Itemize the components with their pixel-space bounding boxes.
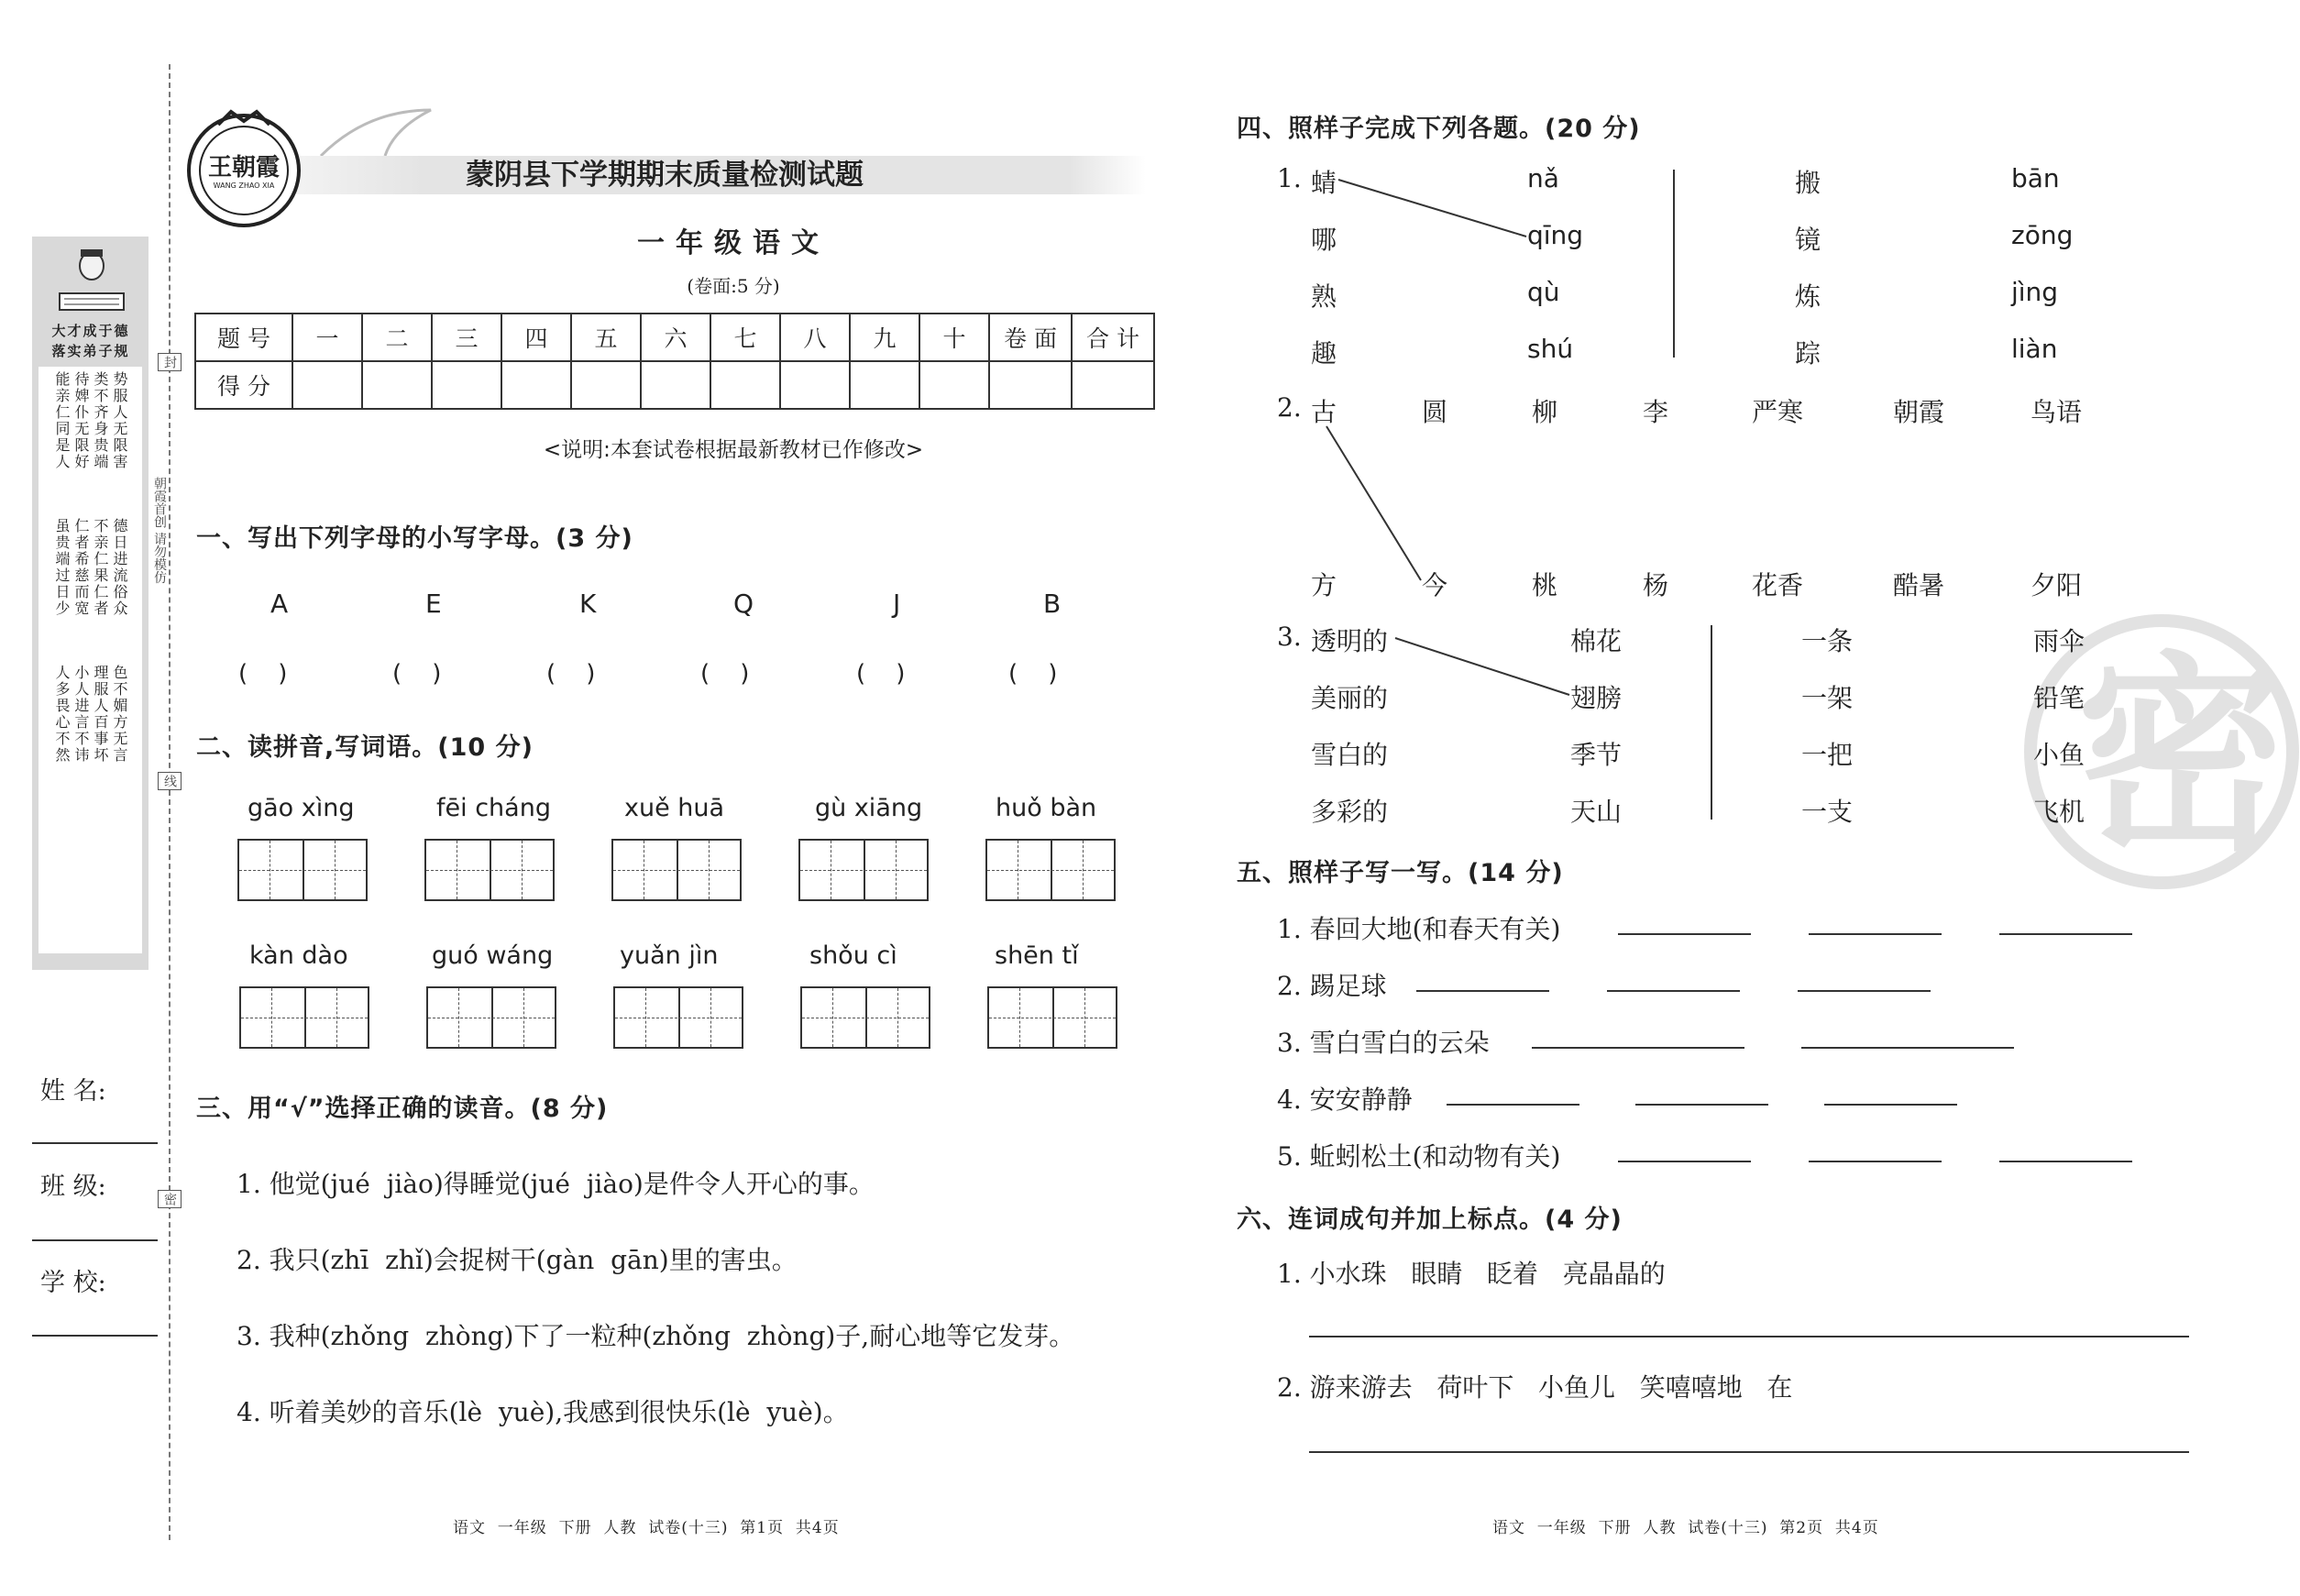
subject-title: 一年级语文	[637, 227, 830, 259]
q3-title: 三、用“√”选择正确的读音。(8 分)	[196, 1095, 609, 1123]
q5-item-5: 5. 蚯蚓松土(和动物有关)	[1277, 1141, 1561, 1172]
class-label: 班 级:	[40, 1172, 106, 1201]
q5-blank[interactable]	[1607, 990, 1740, 992]
proverb-col-1: 能亲仁同是人	[53, 371, 71, 470]
q4-p2-top-word[interactable]: 严寒	[1752, 397, 1804, 427]
q4-p1-char[interactable]: 搬	[1795, 168, 1821, 198]
handwriting-score-note: (卷面:5 分)	[687, 275, 780, 297]
q5-item-3: 3. 雪白雪白的云朵	[1277, 1028, 1490, 1058]
q4-p2-bottom-word[interactable]: 今	[1422, 570, 1448, 600]
proverb-col-4: 德日进流俗众	[111, 518, 128, 617]
logo-text: 王朝霞	[207, 154, 280, 182]
q2-pinyin: shǒu cì	[809, 941, 897, 970]
q4-p2-num: 2.	[1277, 392, 1302, 423]
q4-p1-char[interactable]: 蜻	[1311, 168, 1337, 198]
q4-p3-object[interactable]: 雨伞	[2033, 626, 2085, 656]
q6-item-2: 2. 游来游去 荷叶下 小鱼儿 笑嘻嘻地 在	[1277, 1372, 1793, 1403]
q4-p1-char[interactable]: 趣	[1311, 338, 1337, 369]
confidential-stamp-char: 密	[2075, 633, 2287, 880]
q3-sentence-4[interactable]: 4. 听着美妙的音乐(lè yuè),我感到很快乐(lè yuè)。	[237, 1397, 849, 1427]
footer-page-1: 语文 一年级 下册 人教 试卷(十三) 第1页 共4页	[453, 1519, 840, 1537]
q2-pinyin: gù xiāng	[815, 794, 923, 822]
q4-p3-measure[interactable]: 一把	[1801, 740, 1854, 770]
q4-p3-measure[interactable]: 一架	[1801, 683, 1854, 713]
score-header-cell: 合 计	[1072, 314, 1154, 361]
q5-blank[interactable]	[1809, 933, 1942, 935]
q1-letter-q: Q	[733, 589, 754, 619]
q4-p2-bottom-word[interactable]: 杨	[1643, 570, 1669, 600]
q2-pinyin: gāo xìng	[248, 794, 355, 822]
score-header-cell: 题 号	[195, 314, 292, 361]
q5-title: 五、照样子写一写。(14 分)	[1237, 859, 1564, 887]
revision-note: <说明:本套试卷根据最新教材已作修改>	[543, 438, 924, 462]
q6-answer-line-2[interactable]	[1309, 1451, 2189, 1453]
q4-p2-top-word[interactable]: 朝霞	[1893, 397, 1945, 427]
q5-blank[interactable]	[1798, 990, 1931, 992]
q4-p3-noun[interactable]: 翅膀	[1570, 683, 1623, 713]
q3-sentence-1[interactable]: 1. 他觉(jué jiào)得睡觉(jué jiào)是件令人开心的事。	[237, 1169, 875, 1199]
q3-sentence-2[interactable]: 2. 我只(zhī zhǐ)会捉树干(gàn gān)里的害虫。	[237, 1245, 798, 1275]
q1-letter-a: A	[270, 589, 289, 619]
score-header-cell: 十	[919, 314, 989, 361]
q4-p2-bottom-word[interactable]: 酷暑	[1893, 570, 1945, 600]
proverb-col-3: 类不齐身贵端	[92, 371, 109, 470]
name-label: 姓 名:	[40, 1077, 106, 1106]
q1-letter-k: K	[579, 589, 597, 619]
q4-p1-pinyin[interactable]: shú	[1527, 334, 1574, 364]
q4-p3-noun[interactable]: 棉花	[1570, 626, 1623, 656]
q4-p3-measure[interactable]: 一条	[1801, 626, 1854, 656]
q5-item-2: 2. 踢足球	[1277, 971, 1387, 1001]
q5-blank[interactable]	[1618, 933, 1751, 935]
q4-p2-top-word[interactable]: 圆	[1422, 397, 1448, 427]
proverb-col-12: 色不媚方无言	[111, 665, 128, 764]
q4-p3-object[interactable]: 小鱼	[2033, 740, 2085, 770]
score-header-cell: 五	[571, 314, 641, 361]
q5-blank[interactable]	[1618, 1161, 1751, 1162]
q4-p1-char[interactable]: 镜	[1795, 225, 1821, 255]
q4-p3-adj[interactable]: 雪白的	[1311, 740, 1389, 770]
q4-p2-top-word[interactable]: 鸟语	[2030, 397, 2083, 427]
score-header-cell: 八	[780, 314, 850, 361]
q2-pinyin: yuǎn jìn	[620, 941, 719, 970]
score-header-cell: 卷 面	[989, 314, 1072, 361]
q4-p3-adj[interactable]: 美丽的	[1311, 683, 1389, 713]
q4-p2-bottom-word[interactable]: 花香	[1752, 570, 1804, 600]
proverb-col-8: 势服人无限害	[111, 371, 128, 470]
q6-answer-line-1[interactable]	[1309, 1336, 2189, 1337]
seal-mark-bottom: 密	[158, 1190, 182, 1208]
q4-p2-top-word[interactable]: 古	[1311, 397, 1337, 427]
q4-p1-char[interactable]: 踪	[1795, 338, 1821, 369]
q1-title: 一、写出下列字母的小写字母。(3 分)	[196, 524, 633, 553]
score-header-cell: 六	[641, 314, 710, 361]
q4-p2-bottom-word[interactable]: 夕阳	[2030, 570, 2083, 600]
logo-subtext: WANG ZHAO XIA	[213, 182, 275, 190]
q4-p2-top-word[interactable]: 李	[1643, 397, 1669, 427]
score-row-label: 得 分	[195, 361, 292, 409]
school-label: 学 校:	[40, 1269, 106, 1297]
q4-divider-3	[1711, 625, 1712, 820]
seal-mark-line: 线	[158, 772, 182, 790]
q4-p1-char[interactable]: 哪	[1311, 225, 1337, 255]
q5-blank[interactable]	[1416, 990, 1549, 992]
q5-blank[interactable]	[1635, 1104, 1768, 1106]
q2-pinyin: shēn tǐ	[995, 941, 1079, 970]
exam-title: 蒙阴县下学期期末质量检测试题	[466, 159, 864, 192]
q5-item-4: 4. 安安静静	[1277, 1084, 1413, 1115]
q4-p3-noun[interactable]: 季节	[1570, 740, 1623, 770]
q5-blank[interactable]	[1447, 1104, 1579, 1106]
score-header-cell: 二	[362, 314, 432, 361]
q5-blank[interactable]	[1999, 1161, 2132, 1162]
motto-line-2: 落实弟子规	[51, 343, 130, 359]
proverb-col-6: 仁者希慈而宽	[72, 518, 90, 617]
q2-title: 二、读拼音,写词语。(10 分)	[196, 733, 534, 762]
q4-p1-pinyin[interactable]: qù	[1527, 277, 1560, 307]
footer-page-2: 语文 一年级 下册 人教 试卷(十三) 第2页 共4页	[1492, 1519, 1879, 1537]
proverb-col-9: 人多畏心不然	[53, 665, 71, 764]
proverb-col-11: 理服人百事坏	[92, 665, 109, 764]
q1-answer-3[interactable]: ( )	[546, 660, 596, 688]
proverb-col-10: 小人进言不讳	[72, 665, 90, 764]
q4-p3-num: 3.	[1277, 622, 1302, 652]
q4-p1-pinyin[interactable]: qīng	[1527, 220, 1584, 250]
q1-letter-b: B	[1043, 589, 1062, 619]
q4-p3-object[interactable]: 铅笔	[2033, 683, 2085, 713]
q1-answer-5[interactable]: ( )	[856, 660, 906, 688]
seal-mark-top: 封	[158, 353, 182, 371]
q2-pinyin: kàn dào	[249, 941, 348, 970]
q4-p1-pinyin[interactable]: jìng	[2011, 277, 2059, 307]
q1-answer-4[interactable]: ( )	[700, 660, 750, 688]
q4-p1-pinyin[interactable]: zōng	[2011, 220, 2074, 250]
q6-item-1: 1. 小水珠 眼睛 眨着 亮晶晶的	[1277, 1259, 1666, 1289]
q4-p2-bottom-word[interactable]: 方	[1311, 570, 1337, 600]
q5-blank[interactable]	[1809, 1161, 1942, 1162]
q4-p3-adj[interactable]: 多彩的	[1311, 797, 1389, 827]
proverb-col-7: 不亲仁果仁者	[92, 518, 109, 617]
q4-p1-char[interactable]: 熟	[1311, 281, 1337, 312]
q5-item-1: 1. 春回大地(和春天有关)	[1277, 914, 1561, 944]
q4-p3-noun[interactable]: 天山	[1570, 797, 1623, 827]
q4-p1-pinyin[interactable]: nǎ	[1527, 163, 1559, 193]
q4-p2-bottom-word[interactable]: 桃	[1532, 570, 1558, 600]
score-header-cell: 七	[710, 314, 780, 361]
score-header-cell: 一	[292, 314, 362, 361]
q5-blank[interactable]	[1999, 933, 2132, 935]
q1-letter-e: E	[425, 589, 442, 619]
q3-sentence-3[interactable]: 3. 我种(zhǒng zhòng)下了一粒种(zhǒng zhòng)子,耐心地等它发芽。	[237, 1321, 1075, 1351]
q4-p1-pinyin[interactable]: bān	[2011, 163, 2060, 193]
q2-pinyin: guó wáng	[432, 941, 554, 970]
q5-blank[interactable]	[1801, 1047, 2014, 1049]
q5-blank[interactable]	[1824, 1104, 1957, 1106]
q1-answer-2[interactable]: ( )	[392, 660, 442, 688]
seal-note: 朝霞首创 请勿模仿	[152, 477, 167, 584]
q4-divider-1	[1673, 170, 1675, 358]
q5-blank[interactable]	[1532, 1047, 1744, 1049]
q4-p1-char[interactable]: 炼	[1795, 281, 1821, 312]
q4-p3-object[interactable]: 飞机	[2033, 797, 2085, 827]
score-header-cell: 九	[850, 314, 919, 361]
q2-pinyin: huǒ bàn	[996, 794, 1097, 822]
proverb-col-5: 虽贵端过日少	[53, 518, 71, 617]
q2-pinyin: fēi cháng	[436, 794, 551, 822]
q2-pinyin: xuě huā	[624, 794, 725, 822]
q4-p3-adj[interactable]: 透明的	[1311, 626, 1389, 656]
q1-answer-6[interactable]: ( )	[1008, 660, 1058, 688]
q4-title: 四、照样子完成下列各题。(20 分)	[1237, 115, 1641, 143]
score-header-cell: 三	[432, 314, 501, 361]
q1-answer-1[interactable]: ( )	[238, 660, 288, 688]
q1-letter-j: J	[893, 589, 901, 619]
q4-p2-top-word[interactable]: 柳	[1532, 397, 1558, 427]
q4-p3-measure[interactable]: 一支	[1801, 797, 1854, 827]
proverb-col-2: 待婢仆无限好	[72, 371, 90, 470]
q4-p1-num: 1.	[1277, 163, 1302, 193]
motto-line-1: 大才成于德	[51, 323, 130, 339]
q6-title: 六、连词成句并加上标点。(4 分)	[1237, 1205, 1623, 1234]
score-header-cell: 四	[501, 314, 571, 361]
q4-p1-pinyin[interactable]: liàn	[2011, 334, 2058, 364]
